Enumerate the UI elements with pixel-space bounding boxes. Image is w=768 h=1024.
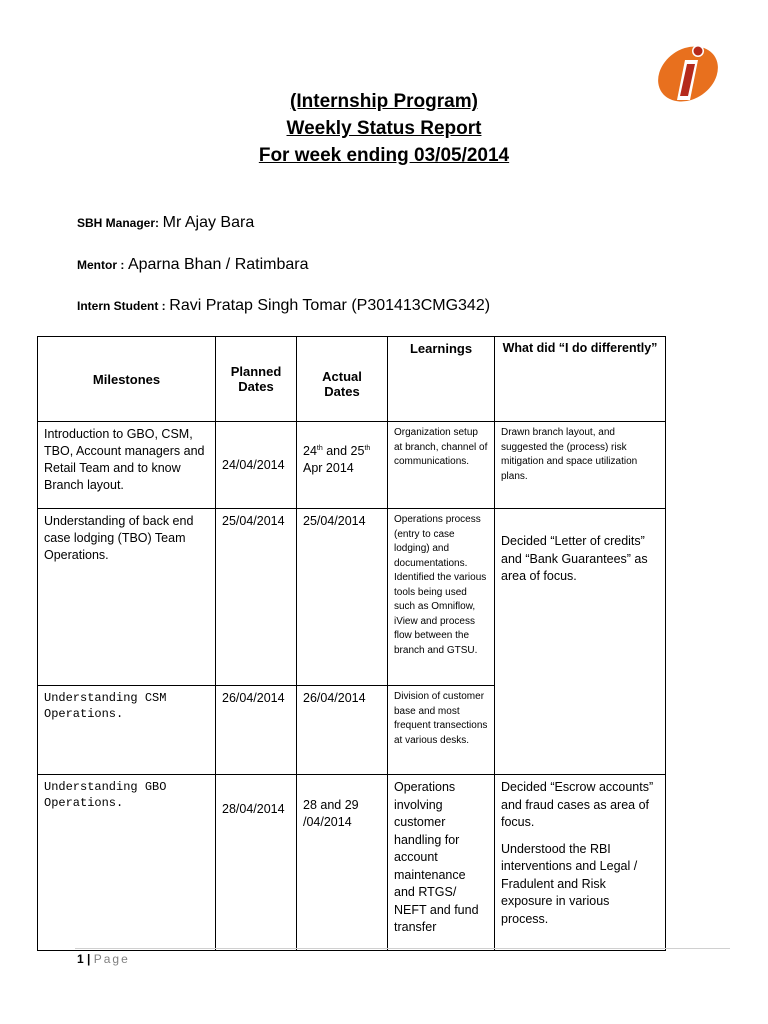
row1-planned: 24/04/2014 bbox=[216, 422, 297, 509]
row1-actual-sup1: th bbox=[316, 445, 323, 452]
row2-differently: Decided “Letter of credits” and “Bank Guarantees” as area of focus. bbox=[495, 509, 666, 775]
row1-learning: Organization setup at branch, channel of communications. bbox=[388, 422, 495, 509]
row4-milestone: Understanding GBO Operations. bbox=[38, 775, 216, 951]
manager-label: SBH Manager: bbox=[77, 216, 160, 230]
row3-planned: 26/04/2014 bbox=[216, 686, 297, 775]
row1-differently: Drawn branch layout, and suggested the (process) risk mitigation and space utilization plans. bbox=[495, 422, 666, 509]
table-row bbox=[38, 422, 666, 509]
table-row bbox=[38, 775, 666, 951]
student-value: Ravi Pratap Singh Tomar (P301413CMG342) bbox=[169, 297, 491, 314]
report-title bbox=[0, 88, 768, 169]
title-report: Weekly Status Report bbox=[286, 118, 482, 139]
row4-differently-2: Understood the RBI interventions and Legal / Fradulent and Risk exposure in various process. bbox=[501, 841, 638, 926]
row1-milestone: Introduction to GBO, CSM, TBO, Account managers and Retail Team and to know Branch layout. bbox=[38, 422, 216, 509]
page-separator: | bbox=[87, 952, 91, 966]
row3-milestone: Understanding CSM Operations. bbox=[38, 686, 216, 775]
row4-differently bbox=[495, 775, 666, 951]
row1-actual-day2: and 25 bbox=[322, 444, 365, 459]
page-label: Page bbox=[93, 952, 130, 966]
row1-actual-sup2: th bbox=[364, 445, 371, 452]
row4-actual: 28 and 29 /04/2014 bbox=[297, 775, 388, 951]
footer-divider bbox=[75, 948, 730, 949]
row2-actual: 25/04/2014 bbox=[297, 509, 388, 686]
table-row bbox=[38, 509, 666, 686]
row4-planned: 28/04/2014 bbox=[216, 775, 297, 951]
title-program: (Internship Program) bbox=[290, 91, 478, 112]
row4-learning: Operations involving customer handling for account maintenance and RTGS/ NEFT and fund transfer bbox=[388, 775, 495, 951]
page-footer bbox=[77, 952, 130, 966]
manager-line bbox=[77, 214, 254, 232]
mentor-label: Mentor : bbox=[77, 258, 125, 272]
status-table bbox=[37, 336, 666, 951]
header-milestones: Milestones bbox=[38, 337, 216, 422]
row1-actual-month: Apr 2014 bbox=[303, 461, 354, 476]
header-differently: What did “I do differently” bbox=[495, 337, 666, 422]
row2-milestone: Understanding of back end case lodging (TBO) Team Operations. bbox=[38, 509, 216, 686]
mentor-line bbox=[77, 256, 309, 274]
mentor-value: Aparna Bhan / Ratimbara bbox=[127, 256, 309, 273]
header-actual-dates: Actual Dates bbox=[297, 337, 388, 422]
row3-actual: 26/04/2014 bbox=[297, 686, 388, 775]
manager-value: Mr Ajay Bara bbox=[162, 214, 255, 231]
row4-differently-1: Decided “Escrow accounts” and fraud cases as area of focus. bbox=[501, 780, 654, 829]
student-line bbox=[77, 297, 490, 315]
header-learnings: Learnings bbox=[388, 337, 495, 422]
row1-actual-day1: 24 bbox=[303, 444, 317, 459]
title-week-ending: For week ending 03/05/2014 bbox=[258, 145, 510, 166]
row2-planned: 25/04/2014 bbox=[216, 509, 297, 686]
student-label: Intern Student : bbox=[77, 299, 166, 313]
row1-actual bbox=[297, 422, 388, 509]
table-header-row bbox=[38, 337, 666, 422]
header-planned-dates: Planned Dates bbox=[216, 337, 297, 422]
row3-learning: Division of customer base and most frequent transections at various desks. bbox=[388, 686, 495, 775]
page-number: 1 bbox=[77, 952, 84, 966]
row2-learning: Operations process (entry to case lodging) and documentations. Identified the various tools being used such as Omniflow, iView and process flow between the branch and GTSU. bbox=[388, 509, 495, 686]
